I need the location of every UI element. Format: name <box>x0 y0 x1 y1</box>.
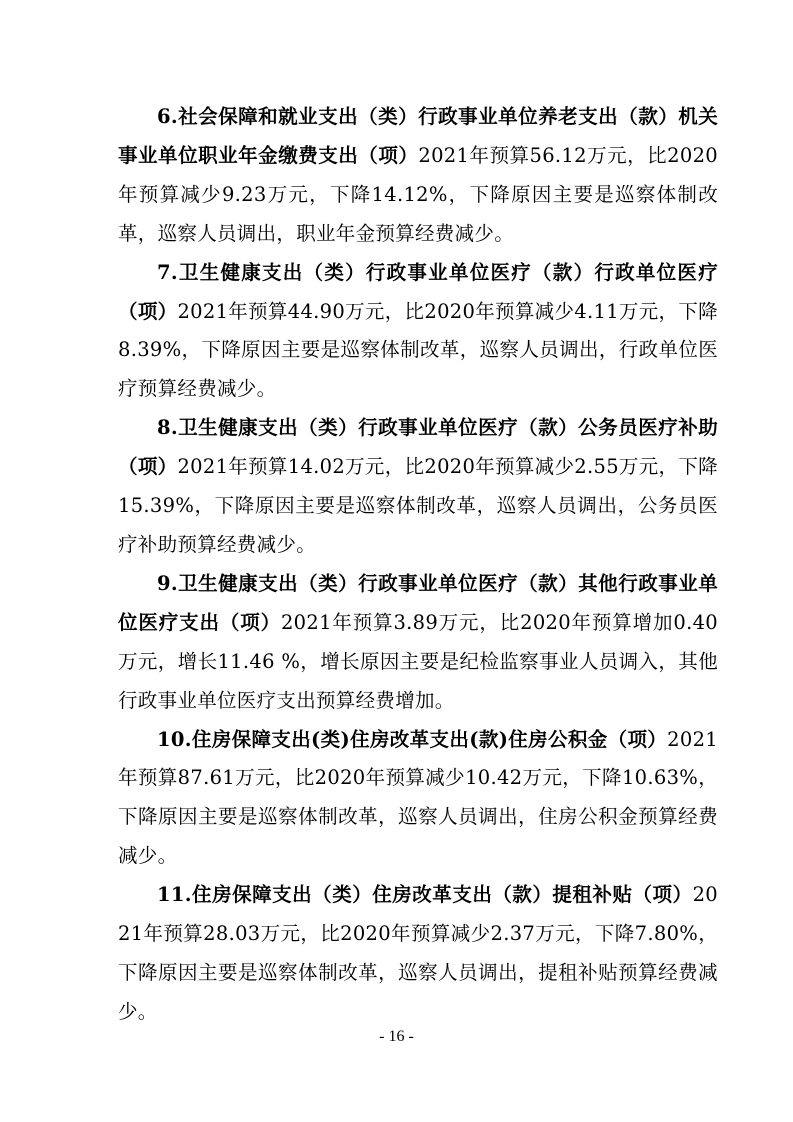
budget-item-7 <box>118 254 718 410</box>
budget-item-6 <box>118 98 718 254</box>
budget-item-body: 2021年预算28.03万元，比2020年预算减少2.37万元，下降7.80%，下降原因主要是巡察体制改革，巡察人员调出，提租补贴预算经费减少。 <box>118 883 718 1023</box>
budget-item-8 <box>118 409 718 565</box>
budget-item-9 <box>118 565 718 721</box>
page-number: - 16 - <box>379 1028 414 1045</box>
budget-item-heading: 11.住房保障支出（类）住房改革支出（款）提租补贴（项） <box>157 883 693 907</box>
budget-item-body: 2021年预算87.61万元，比2020年预算减少10.42万元，下降10.63%，下降原因主要是巡察体制改革，巡察人员调出，住房公积金预算经费减少。 <box>118 727 718 868</box>
budget-item-11 <box>118 876 718 1032</box>
budget-item-body: 2021年预算14.02万元，比2020年预算减少2.55万元，下降15.39%，下降原因主要是巡察体制改革，巡察人员调出，公务员医疗补助预算经费减少。 <box>118 455 718 556</box>
budget-item-heading: 6.社会保障和就业支出（类）行政事业单位养老支出（款）机关事业单位职业年金缴费支出（项） <box>118 105 718 167</box>
budget-item-body: 2021年预算56.12万元，比2020年预算减少9.23万元，下降14.12%，下降原因主要是巡察体制改革，巡察人员调出，职业年金预算经费减少。 <box>118 143 718 245</box>
budget-item-body: 2021年预算44.90万元，比2020年预算减少4.11万元，下降8.39%，下降原因主要是巡察体制改革，巡察人员调出，行政单位医疗预算经费减少。 <box>118 299 718 401</box>
budget-item-heading: 7.卫生健康支出（类）行政事业单位医疗（款）行政单位医疗（项） <box>118 260 718 323</box>
budget-item-heading: 10.住房保障支出(类)住房改革支出(款)住房公积金（项） <box>157 727 668 751</box>
budget-item-body: 2021年预算3.89万元，比2020年预算增加0.40万元，增长11.46 %，增长原因主要是纪检监察事业人员调入，其他行政事业单位医疗支出预算经费增加。 <box>118 610 718 712</box>
budget-item-10 <box>118 721 718 877</box>
budget-item-heading: 8.卫生健康支出（类）行政事业单位医疗（款）公务员医疗补助（项） <box>118 416 718 479</box>
document-page <box>118 98 718 1032</box>
budget-item-heading: 9.卫生健康支出（类）行政事业单位医疗（款）其他行政事业单位医疗支出（项） <box>118 571 718 634</box>
